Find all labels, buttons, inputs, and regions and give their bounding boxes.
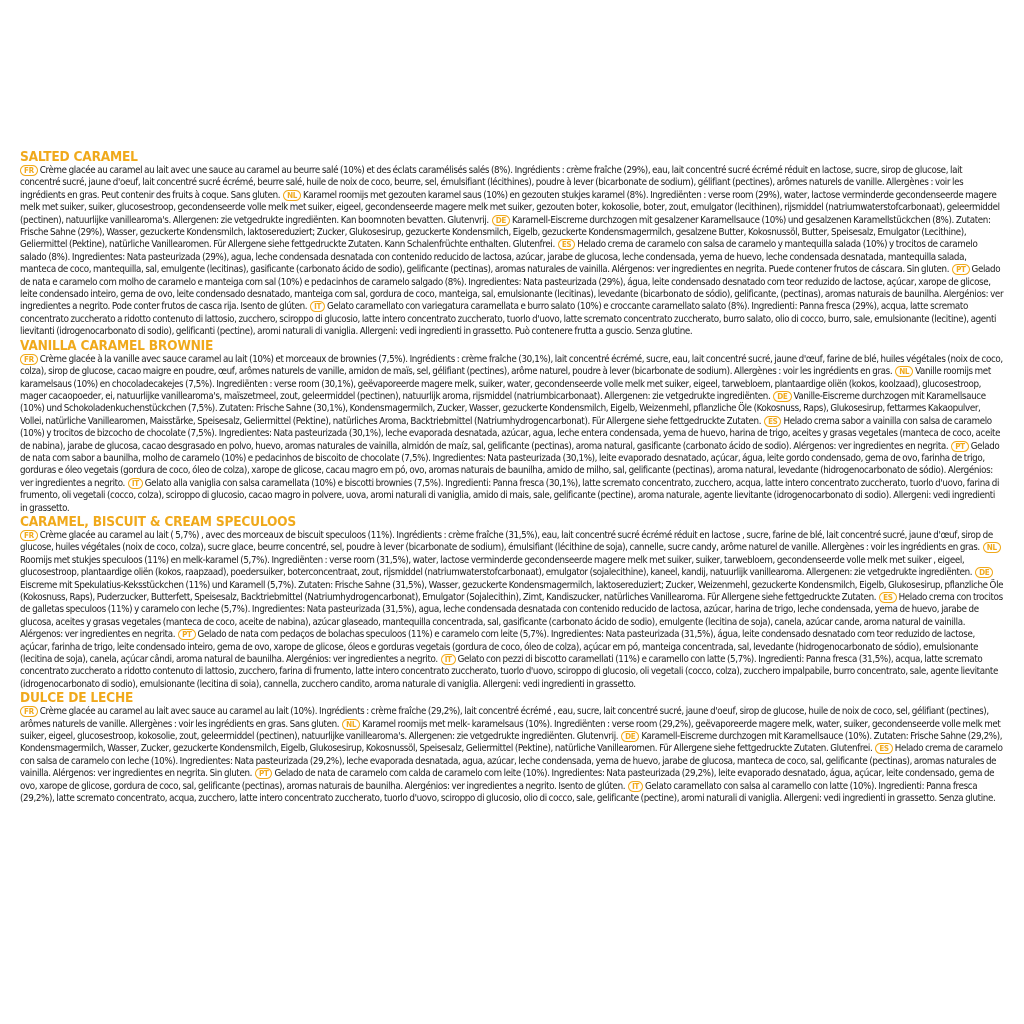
ingredients-text-fr: Crème glacée au caramel au lait avec une sauce au caramel au beurre salé (10%) et des éclats caramélisés salés (8%). Ingrédients : crème fraîche (29%), eau, lait concentré sucré écrémé réduit en lactose, sucre, sirop de glucose, lait concentré sucré, jaune d'oeuf, lait concentré sucré écrémé, beurre salé, huile de noix de coco, beurre, sel, émulsifiant (lécithines), poudre à lever (bicarbonate de sodium), gélifiant (pectines), arômes naturels de vanille. Allergènes : voir les ingrédients en gras. Peut contenir des fruits à coque. Sans gluten. xyxy=(20,165,964,201)
ingredients-text-es: Helado crema de caramelo con salsa de caramelo y mantequilla salada (10%) y trocitos de caramelo salado (8%). Ingredientes: Nata pasteurizada (29%), agua, leche condensada desnatada con contenido reducido de lactosa, azúcar, jarabe de glucosa, leche condensada, yema de huevo, leche condensada desnatada, mantequilla salada, manteca de coco, mantequilla, sal, emulgente (lecitinas), gasificante (carbonato ácido de sodio), gelificante (pectinas), aromas naturales de vainilla. Alérgenos: ver ingredientes en negrita. Puede contener frutos de cáscara. Sin gluten. xyxy=(20,239,978,276)
ingredients-text-nl: Karamel roomijs met gezouten karamel saus (10%) en gezouten stukjes karamel (8%). Ingrediënten : verse room (29%), water, lactose verminderde gecondenseerde magere melk met suiker, suiker, glucosestroop, gecondenseerde volle melk met suiker, eigeel, gecondenseerde magere melk met suiker, gezouten boter, kokosolie, boter, zout, emulgator (lecithinen), rijsmiddel (natriumwaterstofcarbonaat), geleermiddel (pectinen), natuurlijke vanillearoma's. Allergenen: zie vetgedrukte ingrediënten. Kan boomnoten bevatten. Glutenvrij. xyxy=(20,189,1000,226)
ingredients-text-es: Helado crema con trocitos de galletas speculoos (11%) y caramelo con leche (5,7%). Ingredientes: Nata pasteurizada (31,5%), agua, leche condensada desnatada con contenido reducido de lactosa, azúcar, harina de trigo, leche condensada, yema de huevo, jarabe de glucosa, aceites y grasas vegetales (manteca de coco, aceite de nabina), azúcar glaseado, mantequilla concentrada, sal, gasificante (carbonato ácido de sodio), emulgente (lecitina de soja), canela, azúcar cande, aroma natural de vainilla. Alérgenos: ver ingredientes en negrita. xyxy=(20,592,1003,641)
lang-badge-de: DE xyxy=(975,567,993,578)
lang-badge-fr: FR xyxy=(20,354,38,365)
ingredients-text-it: Gelato con pezzi di biscotto caramellati (11%) e caramello con latte (5,7%). Ingredienti: Panna fresca (31,5%), acqua, latte scremato concentrato zuccherato a ridotto contenuto di lattosio, zucchero, farina di frumento, latte intero concentrato zuccherato, tuorlo d'uovo, sciroppo di glucosio, oli vegetali (cocco, colza), zucchero impalpabile, burro concentrato, sale, agente lievitante (idrogenocarbonato di sodio), emulsionante (lecitina di soia), cannella, zucchero candito, aroma naturale di vaniglia. Allergeni: vedi ingredienti in grassetto. xyxy=(20,654,998,690)
ingredients-text-pt: Gelado de nata com pedaços de bolachas speculoos (11%) e caramelo com leite (5,7%). Ingredientes: Nata pasteurizada (31,5%), água, leite condensado desnatado com teor reduzido de lactose, açúcar, farinha de trigo, leite condensado inteiro, gema de ovo, xarope de glicose, óleos e gorduras vegetais (gordura de coco, óleo de colza), açúcar em pó, manteiga concentrada, sal, levedante (hidrogenocarbonato de sódio), emulsionante (lecitina de soja), canela, açúcar cândi, aroma natural de baunilha. Alergénios: ver ingredientes a negrito. xyxy=(20,629,979,666)
lang-badge-fr: FR xyxy=(20,530,38,541)
ingredients-paragraph xyxy=(20,354,1004,515)
section-title: SALTED CARAMEL xyxy=(20,149,138,165)
lang-badge-fr: FR xyxy=(20,165,38,176)
lang-badge-nl: NL xyxy=(895,366,913,377)
ingredients-text-pt: Gelado de nata com sabor a baunilha, molho de caramelo (10%) e pedacinhos de biscoito de chocolate (7,5%). Ingredientes: Nata pasteurizada (30,1%), leite evaporado desnatado, açúcar, água, leite gordo condensado, gema de ovo, farinha de trigo, gorduras e óleo vegetais (gordura de coco, óleo de colza), xarope de glicose, cacau magro em pó, ovo, aromas naturais de baunilha, amido de milho, sal, gelificante (pectinas), aroma natural, levedante (hidrogenocarbonato de sódio). Alergénios: ver ingredientes a negrito. xyxy=(20,440,1000,489)
lang-badge-fr: FR xyxy=(20,706,38,717)
lang-badge-de: DE xyxy=(492,215,510,226)
lang-badge-nl: NL xyxy=(983,542,1001,553)
section-title: DULCE DE LECHE xyxy=(20,690,134,707)
lang-badge-pt: PT xyxy=(952,264,969,275)
ingredients-text-pt: Gelado de nata e caramelo com molho de caramelo e manteiga com sal (10%) e pedacinhos de caramelo salgado (8%). Ingredientes: Nata pasteurizada (29%), água, leite condensado desnatado com teor reduzido de lactose, açúcar, xarope de glicose, leite condensado inteiro, gema de ovo, leite condensado desnatado, manteiga com sal, gordura de coco, manteiga, sal, emulsionante (lecitinas), levedante (bicarbonato de sódio), gelificante, (pectinas), aromas naturais de baunilha. Alergénios: ver ingredientes a negrito. Pode conter frutos de casca rija. Isento de glúten. xyxy=(20,264,1004,313)
lang-badge-es: ES xyxy=(764,416,781,427)
ingredients-text-it: Gelato alla vaniglia con salsa caramellata (10%) e biscotti brownies (7,5%). Ingredienti: Panna fresca (30,1%), latte scremato concentrato, zucchero, acqua, latte intero concentrato zuccherato, tuorlo d'uovo, farina di frumento, oli vegetali (cocco, colza), sciroppo di glucosio, cacao magro in polvere, uova, aromi naturali di vaniglia, amido di mais, sale, gelificante (pectine), aroma naturale, agente lievitante (idrogenocarbonato di sodio). Allergeni: vedi ingredienti in grassetto. xyxy=(20,477,1000,514)
lang-badge-pt: PT xyxy=(178,629,195,640)
ingredients-text-nl: Vanille roomijs met karamelsaus (10%) en chocoladecakejes (7,5%). Ingrediënten : verse room (30,1%), geëvaporeerde magere melk, suiker, water, gecondenseerde volle melk met suiker, eigeel, tarwebloem, plantaardige oliën (kokos, koolzaad), glucosestroop, mager cacaopoeder, ei, natuurlijke vanillearoma's, maïszetmeel, zout, geleermiddel (pectinen), natuurlijk aroma, rijsmiddel (natriumbicarbonaat). Allergenen: zie vetgedrukte ingrediënten. xyxy=(20,366,991,402)
lang-badge-es: ES xyxy=(879,592,896,603)
lang-badge-it: IT xyxy=(441,654,456,665)
section-caramel-biscuit-cream-speculoos xyxy=(20,515,1004,691)
ingredients-text-fr: Crème glacée au caramel au lait ( 5,7%) , avec des morceaux de biscuit speculoos (11%). Ingrédients : crème fraîche (31,5%), eau, lait concentré sucré écrémé réduit en lactose , sucre, farine de blé, lait concentré sucré, jaune d'œuf, sirop de glucose, huiles végétales (noix de coco, colza), sucre glace, beurre concentré, sel, poudre à lever (bicarbonate de sodium), émulsifiant (lécithine de soja), cannelle, sucre candy, arôme naturel de vanille. Allergènes : voir les ingrédients en gras. xyxy=(20,529,993,554)
lang-badge-pt: PT xyxy=(255,768,272,779)
lang-badge-es: ES xyxy=(558,239,575,250)
ingredients-text-de: Karamell-Eiscreme durchzogen mit gesalzener Karamellsauce (10%) und gesalzenen Karamellstückchen (8%). Zutaten: Frische Sahne (29%), Wasser, gezuckerte Kondensmilch, laktosereduziert; Zucker, Glukosesirup, gezuckerte Kondensmilch, Eigelb, gezuckerte Kondensmagermilch, gesalzene Butter, Kokosnussöl, Butter, Speisesalz, Emulgator (Lecithine), Geliermittel (Pektine), natürliche Vanillearomen. Für Allergene siehe fettgedruckte Zutaten. Kann Schalenfrüchte enthalten. Glutenfrei. xyxy=(20,214,991,251)
ingredients-text-es: Helado crema sabor a vainilla con salsa de caramelo (10%) y trocitos de bizcocho de chocolate (7,5%). Ingredientes: Nata pasteurizada (30,1%), leche evaporada desnatada, azúcar, agua, leche entera condensada, yema de huevo, harina de trigo, aceites y grasas vegetales (manteca de coco, aceite de nabina), jarabe de glucosa, cacao desgrasado en polvo, huevo, aromas naturales de vainilla, almidón de maíz, sal, gelificante (pectinas), aroma natural, gasificante (carbonato ácido de sodio). Alérgenos: ver ingredientes en negrita. xyxy=(20,415,1001,452)
lang-badge-es: ES xyxy=(875,743,892,754)
ingredients-text-nl: Roomijs met stukjes speculoos (11%) en melk-karamel (5,7%). Ingrediënten : verse room (31,5%), water, lactose verminderde gecondenseerde magere melk met suiker, suiker, tarwebloem, gecondenseerde volle melk met suiker , eigeel, glucosestroop, plantaardige oliën (kokos, raapzaad), poedersuiker, boterconcentraat, zout, rijsmiddel (natriumwaterstofcarbonaat), emulgator (sojalecithine), kaneel, kandij, natuurlijk vanillearoma. Allergenen: zie vetgedrukte ingrediënten. xyxy=(20,554,973,579)
ingredients-text-de: Karamell-Eiscreme durchzogen mit Karamellsauce (10%). Zutaten: Frische Sahne (29,2%), Kondensmagermilch, Wasser, Zucker, gezuckerte Kondensmilch, Eigelb, Glukosesirup, Kokosnussöl, Speisesalz, Geliermittel (Pektine), natürliche Vanillearomen. Für Allergene siehe fettgedruckte Zutaten. Glutenfrei. xyxy=(20,731,1003,755)
lang-badge-it: IT xyxy=(128,478,143,489)
section-dulce-de-leche xyxy=(20,691,1004,805)
ingredients-text-pt: Gelado de nata de caramelo com calda de caramelo com leite (10%). Ingredientes: Nata pasteurizada (29,2%), leite evaporado desnatado, água, açúcar, leite condensado, gema de ovo, xarope de glicose, gordura de coco, sal, gelificante (pectinas), aromas naturais de baunilha. Alergénios: ver ingredientes a negrito. Isento de glúten. xyxy=(20,768,995,792)
lang-badge-it: IT xyxy=(628,781,643,792)
lang-badge-pt: PT xyxy=(951,441,968,452)
ingredients-text-de: Vanille-Eiscreme durchzogen mit Karamellsauce (10%) und Schokoladenkuchenstückchen (7,5%). Zutaten: Frische Sahne (30,1%), Kondensmagermilch, Zucker, Wasser, gezuckerte Kondensmilch, Eigelb, Weizenmehl, pflanzliche Öle (Kokosnuss, Raps), Glukosesirup, fettarmes Kakaopulver, Vollei, natürliche Vanillearomen, Maisstärke, Speisesalz, Geliermittel (Pektine), natürliches Aroma, Backtriebmittel (Natriumhydrogencarbonat). Für Allergene siehe fettgedruckte Zutaten. xyxy=(20,390,986,427)
ingredients-paragraph xyxy=(20,165,1004,339)
ingredients-text-fr: Crème glacée au caramel au lait avec sauce au caramel au lait (10%). Ingrédients : crème fraîche (29,2%), lait concentré écrémé , eau, sucre, lait concentré sucré, jaune d'oeuf, sirop de glucose, huile de noix de coco, sel, gélifiant (pectines), arômes naturels de vanille. Allergènes : voir les ingrédients en gras. Sans gluten. xyxy=(20,706,989,730)
ingredients-text-de: Eiscreme mit Spekulatius-Keksstückchen (11%) und Karamell (5,7%). Zutaten: Frische Sahne (31,5%), Wasser, gezuckerte Kondensmagermilch, laktosereduziert; Zucker, Weizenmehl, gezuckerte Kondensmilch, Eigelb, Glukosesirup, pflanzliche Öle (Kokosnuss, Raps), Puderzucker, Butterfett, Speisesalz, Backtriebmittel (Natriumhydrogencarbonat), Emulgator (Sojalecithin), Zimt, Kandiszucker, natürliches Vanillearoma. Für Allergene siehe fettgedruckte Zutaten. xyxy=(20,579,1004,603)
lang-badge-nl: NL xyxy=(283,190,301,201)
ingredients-text-es: Helado crema de caramelo con salsa de caramelo con leche (10%). Ingredientes: Nata pasteurizada (29,2%), leche evaporada desnatada, agua, azúcar, leche condensada, yema de huevo, jarabe de glucosa, manteca de coco, sal, gelificante (pectinas), aromas naturales de vainilla. Alérgenos: ver ingredientes en negrita. Sin gluten. xyxy=(20,743,1003,780)
lang-badge-de: DE xyxy=(621,731,639,742)
lang-badge-it: IT xyxy=(310,301,325,312)
ingredients-paragraph xyxy=(20,706,1004,805)
ingredients-document xyxy=(20,150,1004,806)
lang-badge-de: DE xyxy=(773,391,791,402)
ingredients-paragraph xyxy=(20,530,1004,691)
section-salted-caramel xyxy=(20,150,1004,339)
lang-badge-nl: NL xyxy=(342,719,360,730)
ingredients-text-fr: Crème glacée à la vanille avec sauce caramel au lait (10%) et morceaux de brownies (7,5%). Ingrédients : crème fraîche (30,1%), lait concentré écrémé, sucre, eau, lait concentré sucré, jaune d'œuf, farine de blé, huiles végétales (noix de coco, colza), sirop de glucose, cacao maigre en poudre, œuf, arômes naturels de vanille, amidon de maïs, sel, gélifiant (pectines), arôme naturel, poudre à lever (bicarbonate de sodium). Allergènes : voir les ingrédients en gras. xyxy=(20,353,1003,378)
section-title: VANILLA CARAMEL BROWNIE xyxy=(20,337,214,354)
ingredients-text-nl: Karamel roomijs met melk- karamelsaus (10%). Ingrediënten : verse room (29,2%), geëvaporeerde magere melk, water, suiker, gecondenseerde volle melk met suiker, eigeel, glucosestroop, kokosolie, zout, geleermiddel (pectinen), natuurlijke vanillearoma's. Allergenen: zie vetgedrukte ingrediënten. Glutenvrij. xyxy=(20,718,1001,743)
section-title: CARAMEL, BISCUIT & CREAM SPECULOOS xyxy=(20,513,296,530)
ingredients-text-it: Gelato caramellato con variegatura caramellata e burro salato (10%) e croccante caramellato salato (8%). Ingredienti: Panna fresca (29%), acqua, latte scremato concentrato zuccherato a ridotto contenuto di lattosio, zucchero, sciroppo di glucosio, latte intero concentrato zuccherato, tuorlo d'uovo, latte scremato concentrato zuccherato, burro salato, olio di cocco, burro, sale, emulsionante (lecitine), agenti lievitanti (idrogenocarbonato di sodio), gelificanti (pectine), aromi naturali di vaniglia. Allergeni: vedi ingredienti in grassetto. Può contenere frutta a guscio. Senza glutine. xyxy=(20,301,997,338)
ingredients-text-it: Gelato caramellato con salsa al caramello con latte (10%). Ingredienti: Panna fresca (29,2%), latte scremato concentrato, acqua, zucchero, latte intero concentrato zuccherato, tuorlo d'uovo, sciroppo di glucosio, olio di cocco, sale, gelificante (pectine), aromi naturali di vaniglia. Allergeni: vedi ingredienti in grassetto. Senza glutine. xyxy=(20,780,996,805)
section-vanilla-caramel-brownie xyxy=(20,339,1004,515)
